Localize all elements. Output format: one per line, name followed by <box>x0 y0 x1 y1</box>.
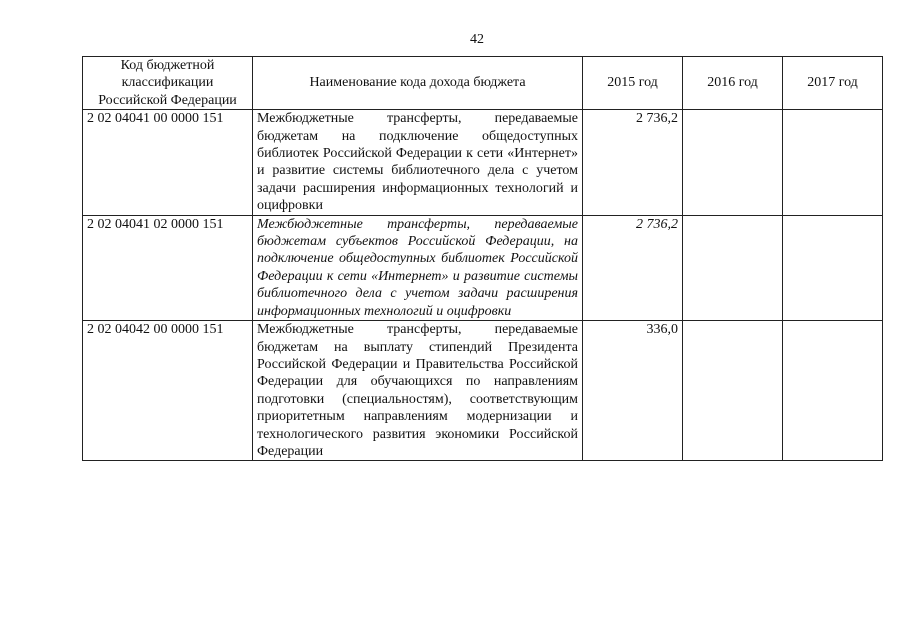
row-amount-2016 <box>683 110 783 215</box>
row-amount-2015: 2 736,2 <box>583 110 683 215</box>
row-amount-2015: 2 736,2 <box>583 215 683 320</box>
row-name: Межбюджетные трансферты, передаваемые бюджетам на выплату стипендий Президента Российской Федерации и Правительства Российской Федерации для обучающихся по направлениям подготовки (специальностям), соответствующим приоритетным направлениям модернизации и технологического развития экономики Российской Федерации <box>253 321 583 461</box>
table-row <box>83 215 883 320</box>
header-name: Наименование кода дохода бюджета <box>253 57 583 110</box>
page-number: 42 <box>470 32 484 47</box>
row-amount-2016 <box>683 321 783 461</box>
row-name: Межбюджетные трансферты, передаваемые бюджетам субъектов Российской Федерации, на подключение общедоступных библиотек Российской Федерации к сети «Интернет» и развитие системы библиотечного дела с учетом задачи расширения информационных технологий и оцифровки <box>253 215 583 320</box>
row-code: 2 02 04042 00 0000 151 <box>83 321 253 461</box>
table-row <box>83 321 883 461</box>
row-code: 2 02 04041 00 0000 151 <box>83 110 253 215</box>
table-row <box>83 110 883 215</box>
row-amount-2017 <box>783 110 883 215</box>
row-amount-2016 <box>683 215 783 320</box>
header-code: Код бюджетной классификации Российской Федерации <box>83 57 253 110</box>
row-name: Межбюджетные трансферты, передаваемые бюджетам на подключение общедоступных библиотек Российской Федерации к сети «Интернет» и развитие системы библиотечного дела с учетом задачи расширения информационных технологий и оцифровки <box>253 110 583 215</box>
row-code: 2 02 04041 02 0000 151 <box>83 215 253 320</box>
budget-revenue-table <box>82 56 883 461</box>
table-header-row <box>83 57 883 110</box>
header-2015: 2015 год <box>583 57 683 110</box>
row-amount-2017 <box>783 321 883 461</box>
header-2017: 2017 год <box>783 57 883 110</box>
row-amount-2017 <box>783 215 883 320</box>
row-amount-2015: 336,0 <box>583 321 683 461</box>
header-2016: 2016 год <box>683 57 783 110</box>
